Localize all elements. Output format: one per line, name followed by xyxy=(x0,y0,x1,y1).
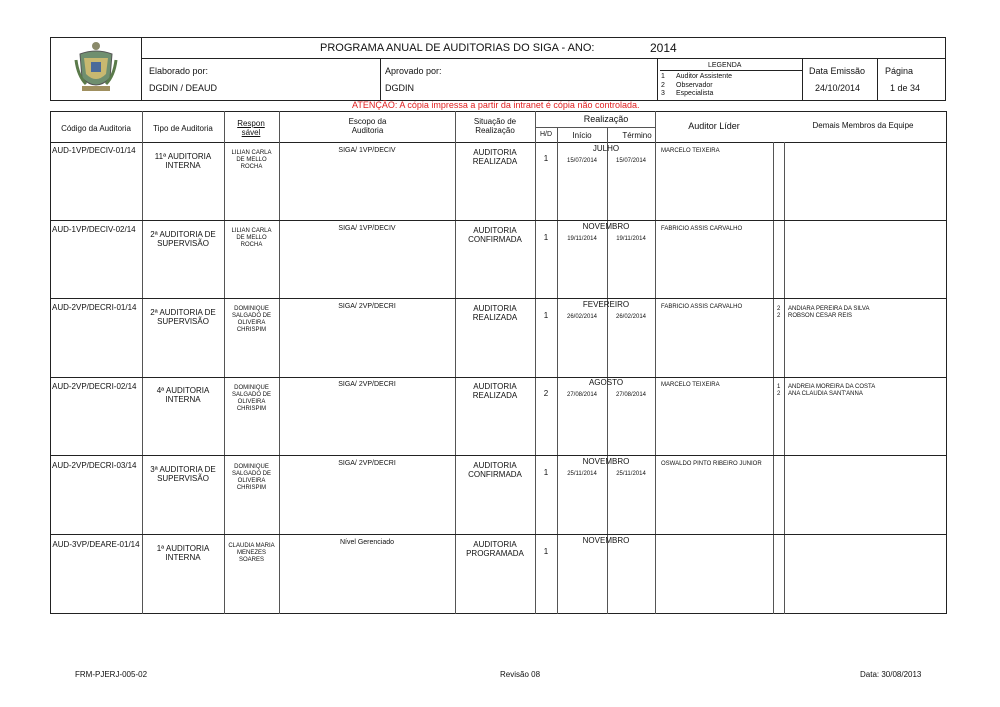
col-realizacao: Realização xyxy=(583,114,629,124)
row-inicio: 19/11/2014 xyxy=(567,236,597,242)
row-codigo: AUD-2VP/DECRI-01/14 xyxy=(52,303,137,312)
col-codigo: Código da Auditoria xyxy=(61,124,131,133)
row-termino: 27/08/2014 xyxy=(615,392,647,398)
row-responsavel: LILIAN CARLA DE MELLO ROCHA xyxy=(231,150,272,170)
row-mes: AGOSTO xyxy=(588,378,624,387)
row-membros-num: 2 2 xyxy=(777,306,781,319)
row-situacao: AUDITORIA REALIZADA xyxy=(472,304,518,323)
row-membros: ANDIARA PEREIRA DA SILVA ROBSON CESAR REIS xyxy=(788,306,870,319)
row-hd: 1 xyxy=(543,311,549,320)
col-demais: Demais Membros da Equipe xyxy=(812,121,914,130)
legenda-numbers: 1 2 3 xyxy=(661,73,665,97)
elaborado-value: DGDIN / DEAUD xyxy=(149,83,218,93)
cell-divider xyxy=(802,58,803,101)
row-sep xyxy=(50,220,946,221)
row-inicio: 15/07/2014 xyxy=(566,158,598,164)
col-inicio: Início xyxy=(572,131,592,140)
col-escopo: Escopo da Auditoria xyxy=(348,117,387,136)
page-title: PROGRAMA ANUAL DE AUDITORIAS DO SIGA - ANO: xyxy=(320,42,595,54)
row-situacao: AUDITORIA CONFIRMADA xyxy=(468,226,522,245)
pagina-label: Página xyxy=(885,66,914,76)
col-sep xyxy=(142,111,143,614)
row-codigo: AUD-3VP/DEARE-01/14 xyxy=(52,540,140,549)
row-lider: FABRICIO ASSIS CARVALHO xyxy=(661,304,743,310)
row-lider: OSWALDO PINTO RIBEIRO JUNIOR xyxy=(661,461,762,467)
row-mes: NOVEMBRO xyxy=(582,457,630,466)
row-hd: 2 xyxy=(543,389,549,398)
row-situacao: AUDITORIA REALIZADA xyxy=(472,382,518,401)
row-escopo: SIGA/ 2VP/DECRI xyxy=(338,303,396,310)
row-escopo: SIGA/ 1VP/DECIV xyxy=(338,147,396,154)
row-responsavel: DOMINIQUE SALGADO DE OLIVEIRA CHRISPIM xyxy=(231,464,271,491)
row-mes: NOVEMBRO xyxy=(582,222,630,231)
col-sep xyxy=(455,111,456,614)
col-sep xyxy=(784,142,785,614)
aprovado-label: Aprovado por: xyxy=(385,66,442,76)
col-hd: H/D xyxy=(539,131,553,138)
atencao-note: ATENÇÃO: A cópia impressa a partir da intranet é cópia não controlada. xyxy=(352,100,640,110)
row-hd: 1 xyxy=(543,547,549,556)
data-emissao-value: 24/10/2014 xyxy=(815,83,861,93)
row-inicio: 26/02/2014 xyxy=(566,314,598,320)
footer-form: FRM-PJERJ-005-02 xyxy=(75,670,148,679)
cell-divider xyxy=(877,58,878,101)
col-respon: Respon sável xyxy=(237,119,265,138)
row-responsavel: DOMINIQUE SALGADO DE OLIVEIRA CHRISPIM xyxy=(231,385,271,412)
row-membros-num: 1 2 xyxy=(777,384,781,397)
footer-revisao: Revisão 08 xyxy=(500,670,541,679)
row-hd: 1 xyxy=(543,468,549,477)
legenda-items: Auditor Assistente Observador Especialista xyxy=(676,73,733,97)
row-mes: FEVEREIRO xyxy=(582,300,630,309)
data-emissao-label: Data Emissão xyxy=(809,66,866,76)
col-tipo: Tipo de Auditoria xyxy=(153,124,213,133)
colhead-bottom xyxy=(50,142,946,143)
row-escopo: Nível Gerenciado xyxy=(339,539,395,546)
row-lider: MARCELO TEIXEIRA xyxy=(661,382,720,388)
colhead-top xyxy=(50,111,946,112)
row-sep xyxy=(50,455,946,456)
legenda-title: LEGENDA xyxy=(708,62,742,69)
row-mes: JULHO xyxy=(592,144,620,153)
header-rule xyxy=(141,58,946,59)
legenda-rule xyxy=(660,70,802,71)
elaborado-label: Elaborado por: xyxy=(149,66,209,76)
row-responsavel: CLAUDIA MARIA MENEZES SOARES xyxy=(228,543,275,563)
table-bottom xyxy=(50,613,947,614)
row-codigo: AUD-2VP/DECRI-03/14 xyxy=(52,461,137,470)
col-auditor-lider: Auditor Líder xyxy=(688,121,740,131)
year: 2014 xyxy=(650,41,677,55)
row-codigo: AUD-1VP/DECIV-01/14 xyxy=(52,146,136,155)
row-sep xyxy=(50,534,946,535)
col-situacao: Situação de Realização xyxy=(473,117,517,136)
col-sep xyxy=(224,111,225,614)
row-codigo: AUD-1VP/DECIV-02/14 xyxy=(52,225,136,234)
coat-of-arms-logo xyxy=(74,40,118,96)
row-responsavel: DOMINIQUE SALGADO DE OLIVEIRA CHRISPIM xyxy=(231,306,271,333)
aprovado-value: DGDIN xyxy=(385,83,414,93)
cell-divider xyxy=(380,58,381,101)
row-tipo: 11ª AUDITORIA INTERNA xyxy=(154,152,212,171)
row-codigo: AUD-2VP/DECRI-02/14 xyxy=(52,382,137,391)
row-situacao: AUDITORIA CONFIRMADA xyxy=(468,461,522,480)
row-situacao: AUDITORIA REALIZADA xyxy=(472,148,518,167)
table-right xyxy=(946,111,947,614)
cell-divider xyxy=(657,58,658,101)
row-tipo: 1ª AUDITORIA INTERNA xyxy=(156,544,210,563)
realizacao-rule xyxy=(535,127,655,128)
col-sep xyxy=(773,142,774,614)
header-divider xyxy=(141,37,142,101)
col-sep xyxy=(535,111,536,614)
row-tipo: 4ª AUDITORIA INTERNA xyxy=(156,386,210,405)
row-termino: 26/02/2014 xyxy=(615,314,647,320)
row-hd: 1 xyxy=(543,154,549,163)
row-tipo: 2ª AUDITORIA DE SUPERVISÃO xyxy=(150,308,216,327)
table-left xyxy=(50,111,51,614)
col-termino: Término xyxy=(622,131,652,140)
row-escopo: SIGA/ 1VP/DECIV xyxy=(338,225,396,232)
col-sep xyxy=(655,111,656,614)
row-termino: 19/11/2014 xyxy=(616,236,646,242)
row-hd: 1 xyxy=(543,233,549,242)
row-responsavel: LILIAN CARLA DE MELLO ROCHA xyxy=(231,228,272,248)
row-membros: ANDREIA MOREIRA DA COSTA ANA CLAUDIA SANT'ANNA xyxy=(788,384,876,397)
pagina-value: 1 de 34 xyxy=(890,83,921,93)
row-mes: NOVEMBRO xyxy=(582,536,630,545)
row-lider: MARCELO TEIXEIRA xyxy=(661,148,720,154)
footer-data: Data: 30/08/2013 xyxy=(860,670,922,679)
row-termino: 25/11/2014 xyxy=(616,471,646,477)
row-tipo: 2ª AUDITORIA DE SUPERVISÃO xyxy=(150,230,216,249)
row-escopo: SIGA/ 2VP/DECRI xyxy=(338,460,396,467)
row-escopo: SIGA/ 2VP/DECRI xyxy=(338,381,396,388)
row-tipo: 3ª AUDITORIA DE SUPERVISÃO xyxy=(150,465,216,484)
row-termino: 15/07/2014 xyxy=(615,158,647,164)
row-sep xyxy=(50,377,946,378)
row-situacao: AUDITORIA PROGRAMADA xyxy=(466,540,524,559)
row-inicio: 27/08/2014 xyxy=(566,392,598,398)
row-lider: FABRICIO ASSIS CARVALHO xyxy=(661,226,743,232)
row-sep xyxy=(50,298,946,299)
row-inicio: 25/11/2014 xyxy=(567,471,597,477)
